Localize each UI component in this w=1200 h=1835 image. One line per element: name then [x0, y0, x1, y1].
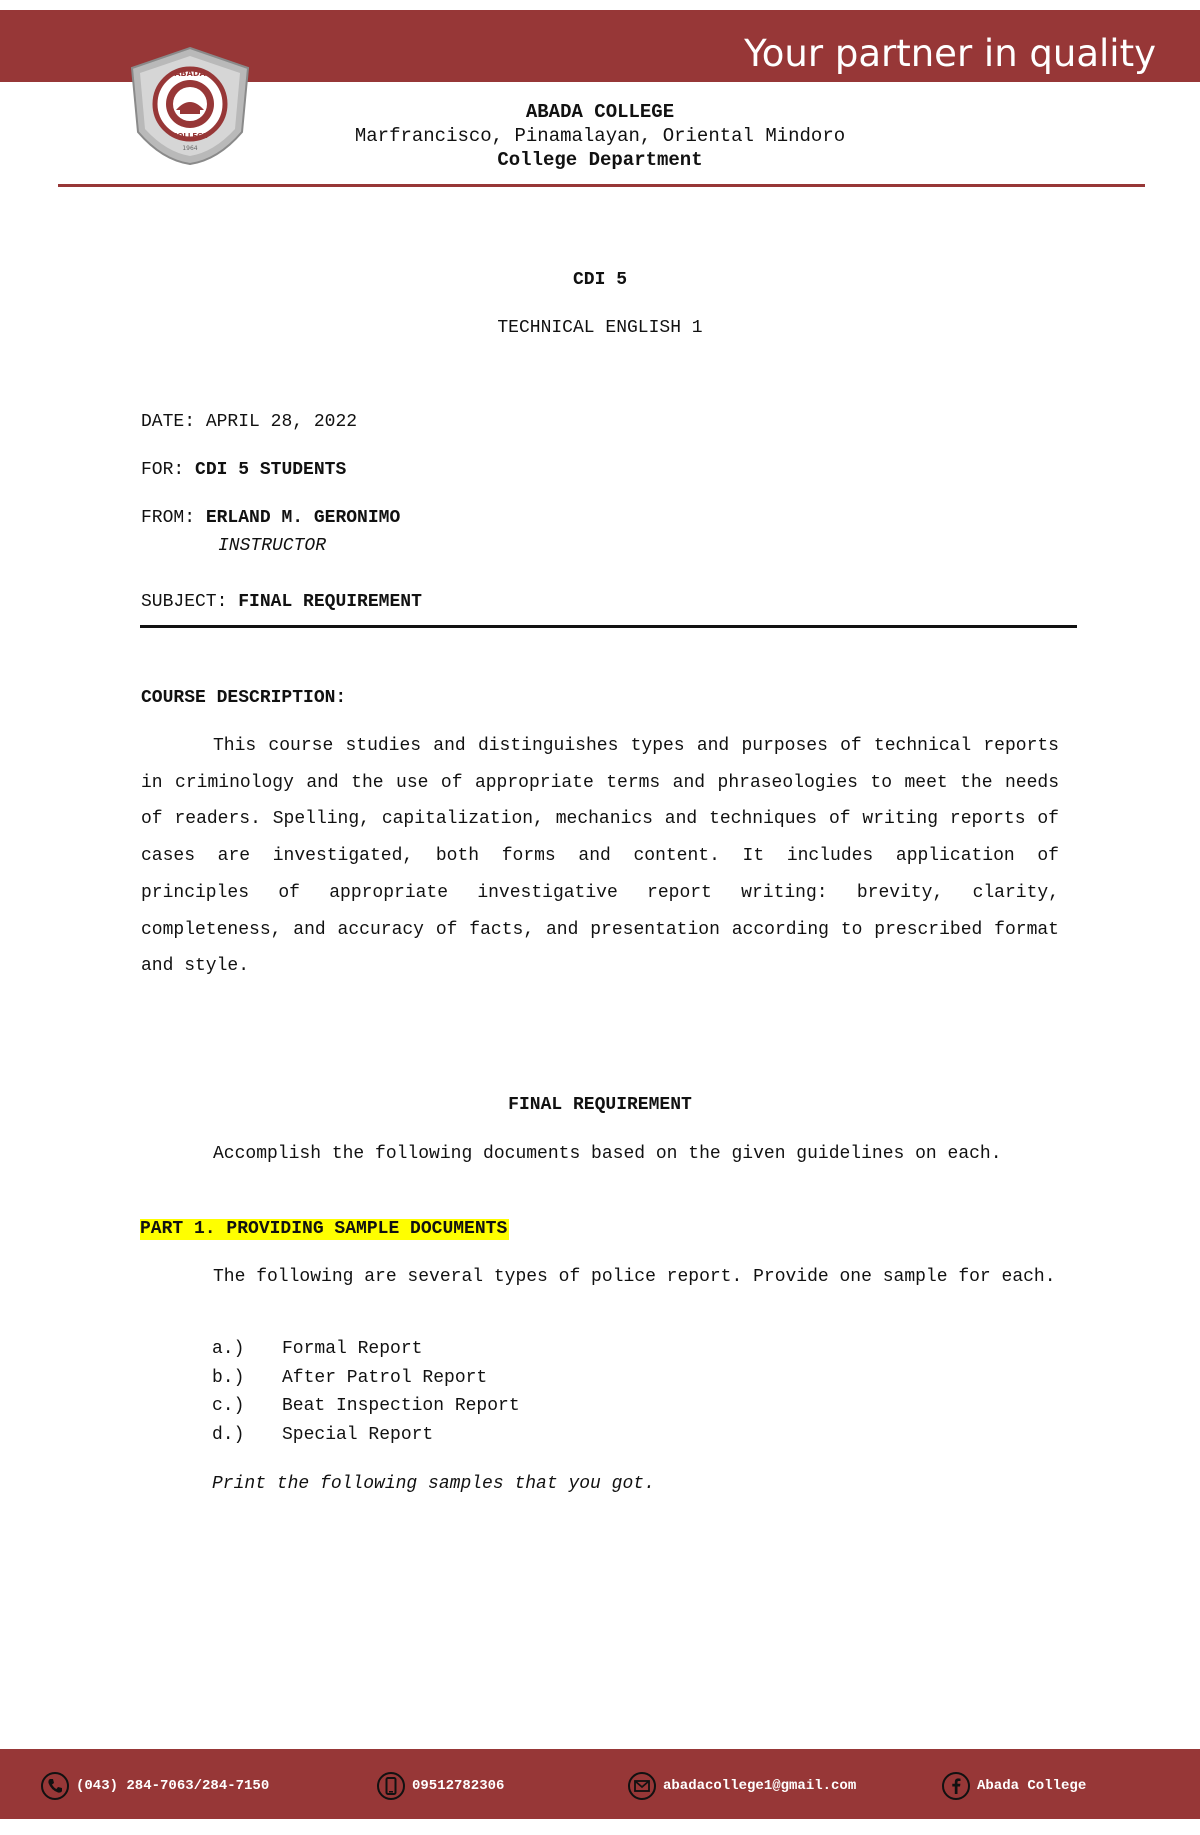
phone-icon — [40, 1771, 70, 1801]
facebook-page: Abada College — [977, 1778, 1087, 1794]
course-description-body: This course studies and distinguishes types and purposes of technical reports in criminology and the use of appropriate terms and phraseologies to meet the needs of readers. Spelling, capitalization, mechanics and techniques of writing reports of cases are investigated, both forms and content. It includes application of principles of appropriate investigative report writing: brevity, clarity, completeness, and accuracy of facts, and presentation according to prescribed format and style. — [141, 736, 1059, 977]
footer-email — [627, 1771, 856, 1801]
list-marker: d.) — [212, 1424, 245, 1445]
mobile-number: 09512782306 — [412, 1778, 505, 1794]
facebook-icon — [941, 1771, 971, 1801]
logo-text-top: ABADA — [174, 69, 206, 78]
tagline: Your partner in quality — [744, 32, 1156, 75]
memo-for — [141, 460, 346, 480]
course-code: CDI 5 — [572, 270, 627, 290]
footer-band — [0, 1749, 1200, 1819]
footer-phone — [40, 1771, 269, 1801]
list-item-label: After Patrol Report — [282, 1367, 488, 1388]
course-description-heading: COURSE DESCRIPTION: — [141, 688, 347, 708]
footer-mobile — [376, 1771, 504, 1801]
list-item — [212, 1396, 520, 1425]
date-label: DATE: — [141, 412, 196, 432]
email-icon — [627, 1771, 657, 1801]
from-role: INSTRUCTOR — [218, 536, 327, 556]
memo-from — [141, 508, 400, 528]
print-instruction: Print the following samples that you got. — [212, 1474, 655, 1494]
email-address: abadacollege1@gmail.com — [663, 1778, 857, 1794]
list-item-label: Beat Inspection Report — [282, 1396, 520, 1416]
college-department: College Department — [497, 149, 703, 171]
list-item — [212, 1425, 520, 1454]
for-label: FOR: — [141, 460, 185, 480]
final-requirement-intro: Accomplish the following documents based on the given guidelines on each. — [213, 1144, 1002, 1164]
header-divider — [58, 184, 1145, 187]
subject-value: FINAL REQUIREMENT — [238, 592, 422, 612]
college-name: ABADA COLLEGE — [525, 101, 675, 123]
final-requirement-heading: FINAL REQUIREMENT — [508, 1095, 692, 1115]
part1-heading: PART 1. PROVIDING SAMPLE DOCUMENTS — [140, 1219, 508, 1239]
list-marker: c.) — [212, 1396, 245, 1416]
list-item-label: Formal Report — [282, 1339, 423, 1359]
course-name: TECHNICAL ENGLISH 1 — [497, 318, 703, 338]
phone-number: (043) 284-7063/284-7150 — [76, 1778, 270, 1794]
from-value: ERLAND M. GERONIMO — [205, 508, 401, 528]
list-item — [212, 1339, 520, 1368]
list-item — [212, 1368, 520, 1397]
for-value: CDI 5 STUDENTS — [195, 460, 347, 480]
logo-text-bottom: COLLEGE — [172, 132, 208, 140]
list-item-label: Special Report — [282, 1424, 434, 1445]
footer-facebook — [941, 1771, 1086, 1801]
logo-year: 1964 — [182, 145, 198, 152]
memo-subject — [141, 592, 422, 612]
part1-heading-row — [140, 1219, 509, 1239]
list-marker: a.) — [212, 1339, 245, 1359]
date-value: APRIL 28, 2022 — [205, 412, 358, 432]
college-address: Marfrancisco, Pinamalayan, Oriental Mindoro — [354, 125, 846, 147]
memo-date — [141, 412, 357, 432]
list-marker: b.) — [212, 1367, 245, 1388]
from-label: FROM: — [141, 508, 196, 528]
memo-divider — [140, 625, 1077, 628]
report-type-list — [212, 1339, 520, 1453]
subject-label: SUBJECT: — [141, 592, 228, 612]
mobile-phone-icon — [376, 1771, 406, 1801]
part1-intro: The following are several types of police report. Provide one sample for each. — [213, 1267, 1056, 1287]
